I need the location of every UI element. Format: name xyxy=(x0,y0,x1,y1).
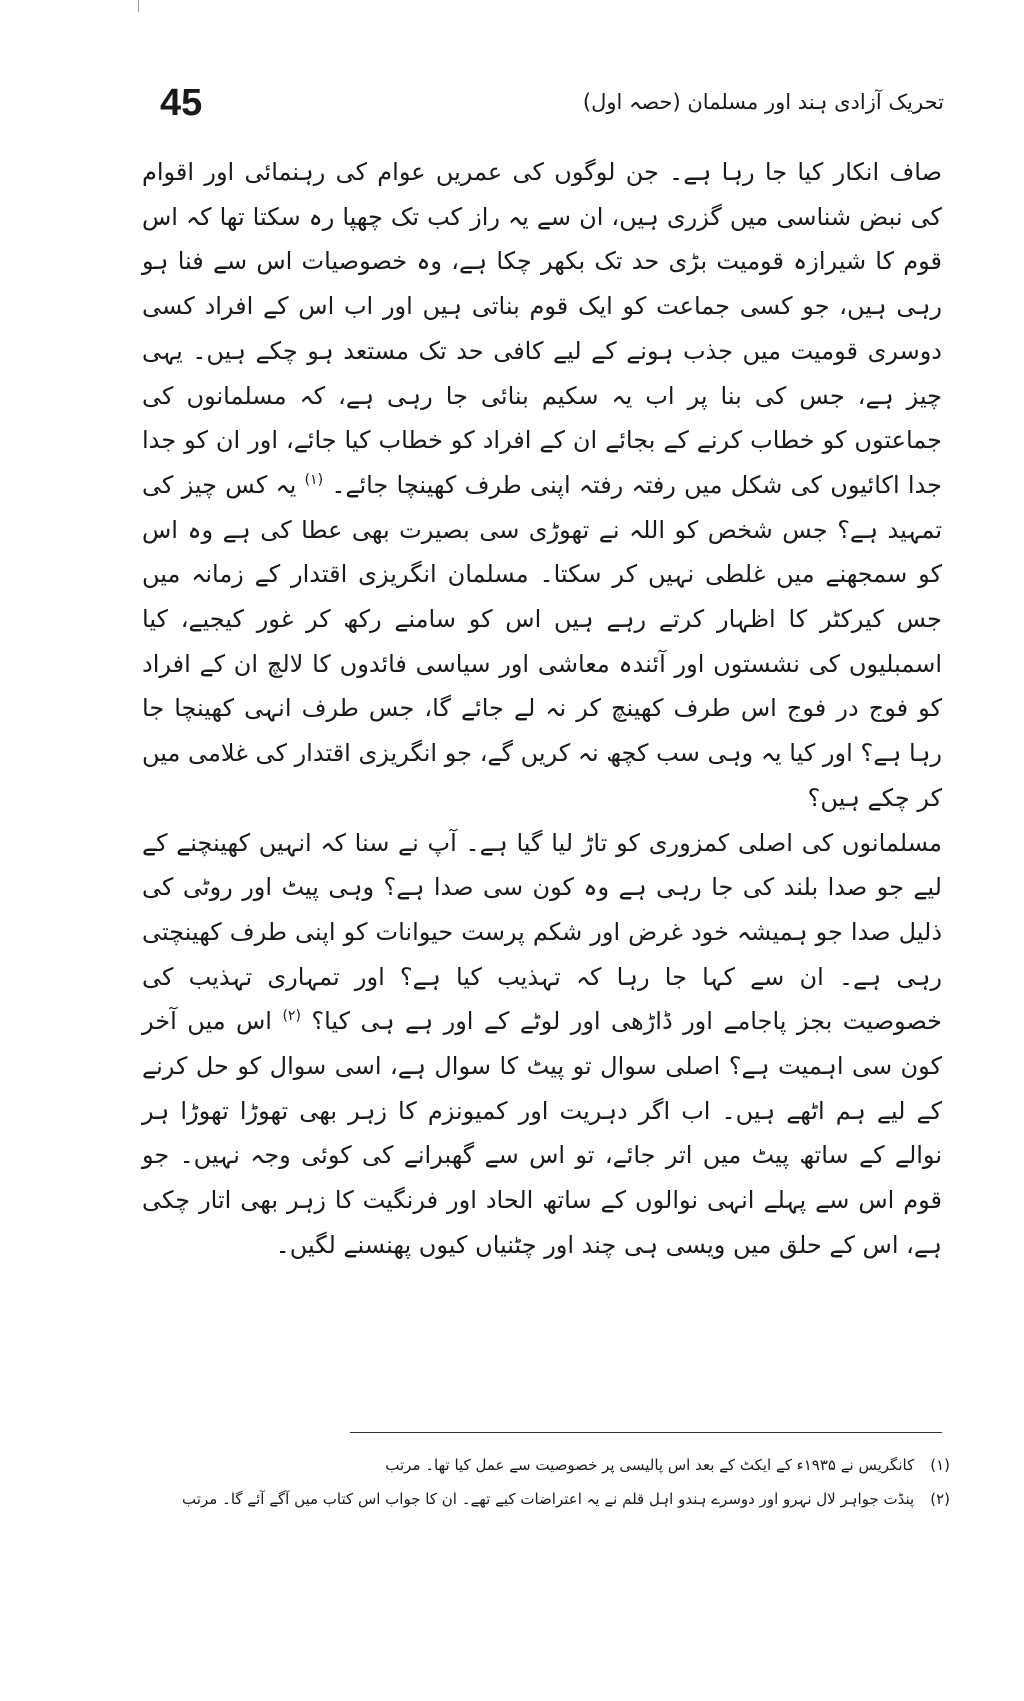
paragraph-2-text-a: مسلمانوں کی اصلی کمزوری کو تاڑ لیا گیا ہے۔ آپ نے سنا کہ انہیں کھینچنے کے لیے جو صدا بلند کی جا رہی ہے وہ کون سی صدا ہے؟ وہی پیٹ اور روٹی کی ذلیل صدا جو ہمیشہ خود غرض اور شکم پرست حیوانات کو اپنی طرف کھینچتی رہی ہے۔ ان سے کہا جا رہا کہ تہذیب کیا ہے؟ اور تمہاری تہذیب کی خصوصیت بجز پاجامے اور ڈاڑھی اور لوٹے کے اور ہے ہی کیا؟ xyxy=(142,828,942,1036)
scan-edge-mark xyxy=(138,0,139,12)
footnote-1 xyxy=(150,1448,950,1482)
footnote-2-number: (۲) xyxy=(930,1490,950,1508)
footnote-1-text: کانگریس نے ۱۹۳۵ء کے ایکٹ کے بعد اس پالیسی پر خصوصیت سے عمل کیا تھا۔ مرتب xyxy=(385,1456,915,1474)
paragraph-1-text-a: صاف انکار کیا جا رہا ہے۔ جن لوگوں کی عمریں عوام کی رہنمائی اور اقوام کی نبض شناسی میں گزری ہیں، ان سے یہ راز کب تک چھپا رہ سکتا تھا کہ اس قوم کا شیرازہ قومیت بڑی حد تک بکھر چکا ہے، وہ خصوصیات اس سے فنا ہو رہی ہیں، جو کسی جماعت کو ایک قوم بناتی ہیں اور اب اس کے افراد کسی دوسری قومیت میں جذب ہونے کے لیے کافی حد تک مستعد ہو چکے ہیں۔ یہی چیز ہے، جس کی بنا پر اب یہ سکیم بنائی جا رہی ہے، کہ مسلمانوں کی جماعتوں کو خطاب کرنے کے بجائے ان کے افراد کو خطاب کیا جائے، اور ان کو جدا جدا اکائیوں کی شکل میں رفتہ رفتہ اپنی طرف کھینچا جائے۔ xyxy=(142,158,942,499)
footnote-2-text: پنڈت جواہر لال نہرو اور دوسرے ہندو اہل قلم نے یہ اعتراضات کیے تھے۔ ان کا جواب اس کتاب میں آگے آئے گا۔ مرتب xyxy=(182,1490,915,1508)
footnote-ref-1: (۱) xyxy=(304,471,324,488)
footnote-1-number: (۱) xyxy=(930,1456,950,1474)
paragraph-2 xyxy=(142,821,942,1268)
paragraph-1-text-b: یہ کس چیز کی تمہید ہے؟ جس شخص کو اللہ نے تھوڑی سی بصیرت بھی عطا کی ہے وہ اس کو سمجھنے میں غلطی نہیں کر سکتا۔ مسلمان انگریزی اقتدار کے زمانہ میں جس کیرکٹر کا اظہار کرتے رہے ہیں اس کو سامنے رکھ کر غور کیجیے، کیا اسمبلیوں کی نشستوں اور آئندہ معاشی اور سیاسی فائدوں کا لالچ ان کے افراد کو فوج در فوج اس طرف کھینچ کر نہ لے جائے گا، جس طرف انہی کھینچا جا رہا ہے؟ اور کیا یہ وہی سب کچھ نہ کریں گے، جو انگریزی اقتدار کی غلامی میں کر چکے ہیں؟ xyxy=(142,470,942,812)
page-number: 45 xyxy=(160,82,203,124)
page-header xyxy=(160,78,944,128)
paragraph-1 xyxy=(142,150,942,821)
paragraph-2-text-b: اس میں آخر کون سی اہمیت ہے؟ اصلی سوال تو پیٹ کا سوال ہے، اسی سوال کو حل کرنے کے لیے ہم اٹھے ہیں۔ اب اگر دہریت اور کمیونزم کا زہر بھی تھوڑا تھوڑا ہر نوالے کے ساتھ پیٹ میں اتر جائے، تو اس سے گھبرانے کی کوئی وجہ نہیں۔ جو قوم اس سے پہلے انہی نوالوں کے ساتھ الحاد اور فرنگیت کا زہر بھی اتار چکی ہے، اس کے حلق میں ویسی ہی چند اور چٹنیاں کیوں پھنسنے لگیں۔ xyxy=(142,1007,942,1259)
running-title: تحریک آزادی ہند اور مسلمان (حصہ اول) xyxy=(582,90,944,114)
footnote-ref-2: (۲) xyxy=(282,1008,301,1025)
body-text xyxy=(142,150,942,1268)
footnote-2 xyxy=(150,1482,950,1516)
footnote-divider xyxy=(350,1432,942,1433)
footnotes xyxy=(150,1448,950,1516)
